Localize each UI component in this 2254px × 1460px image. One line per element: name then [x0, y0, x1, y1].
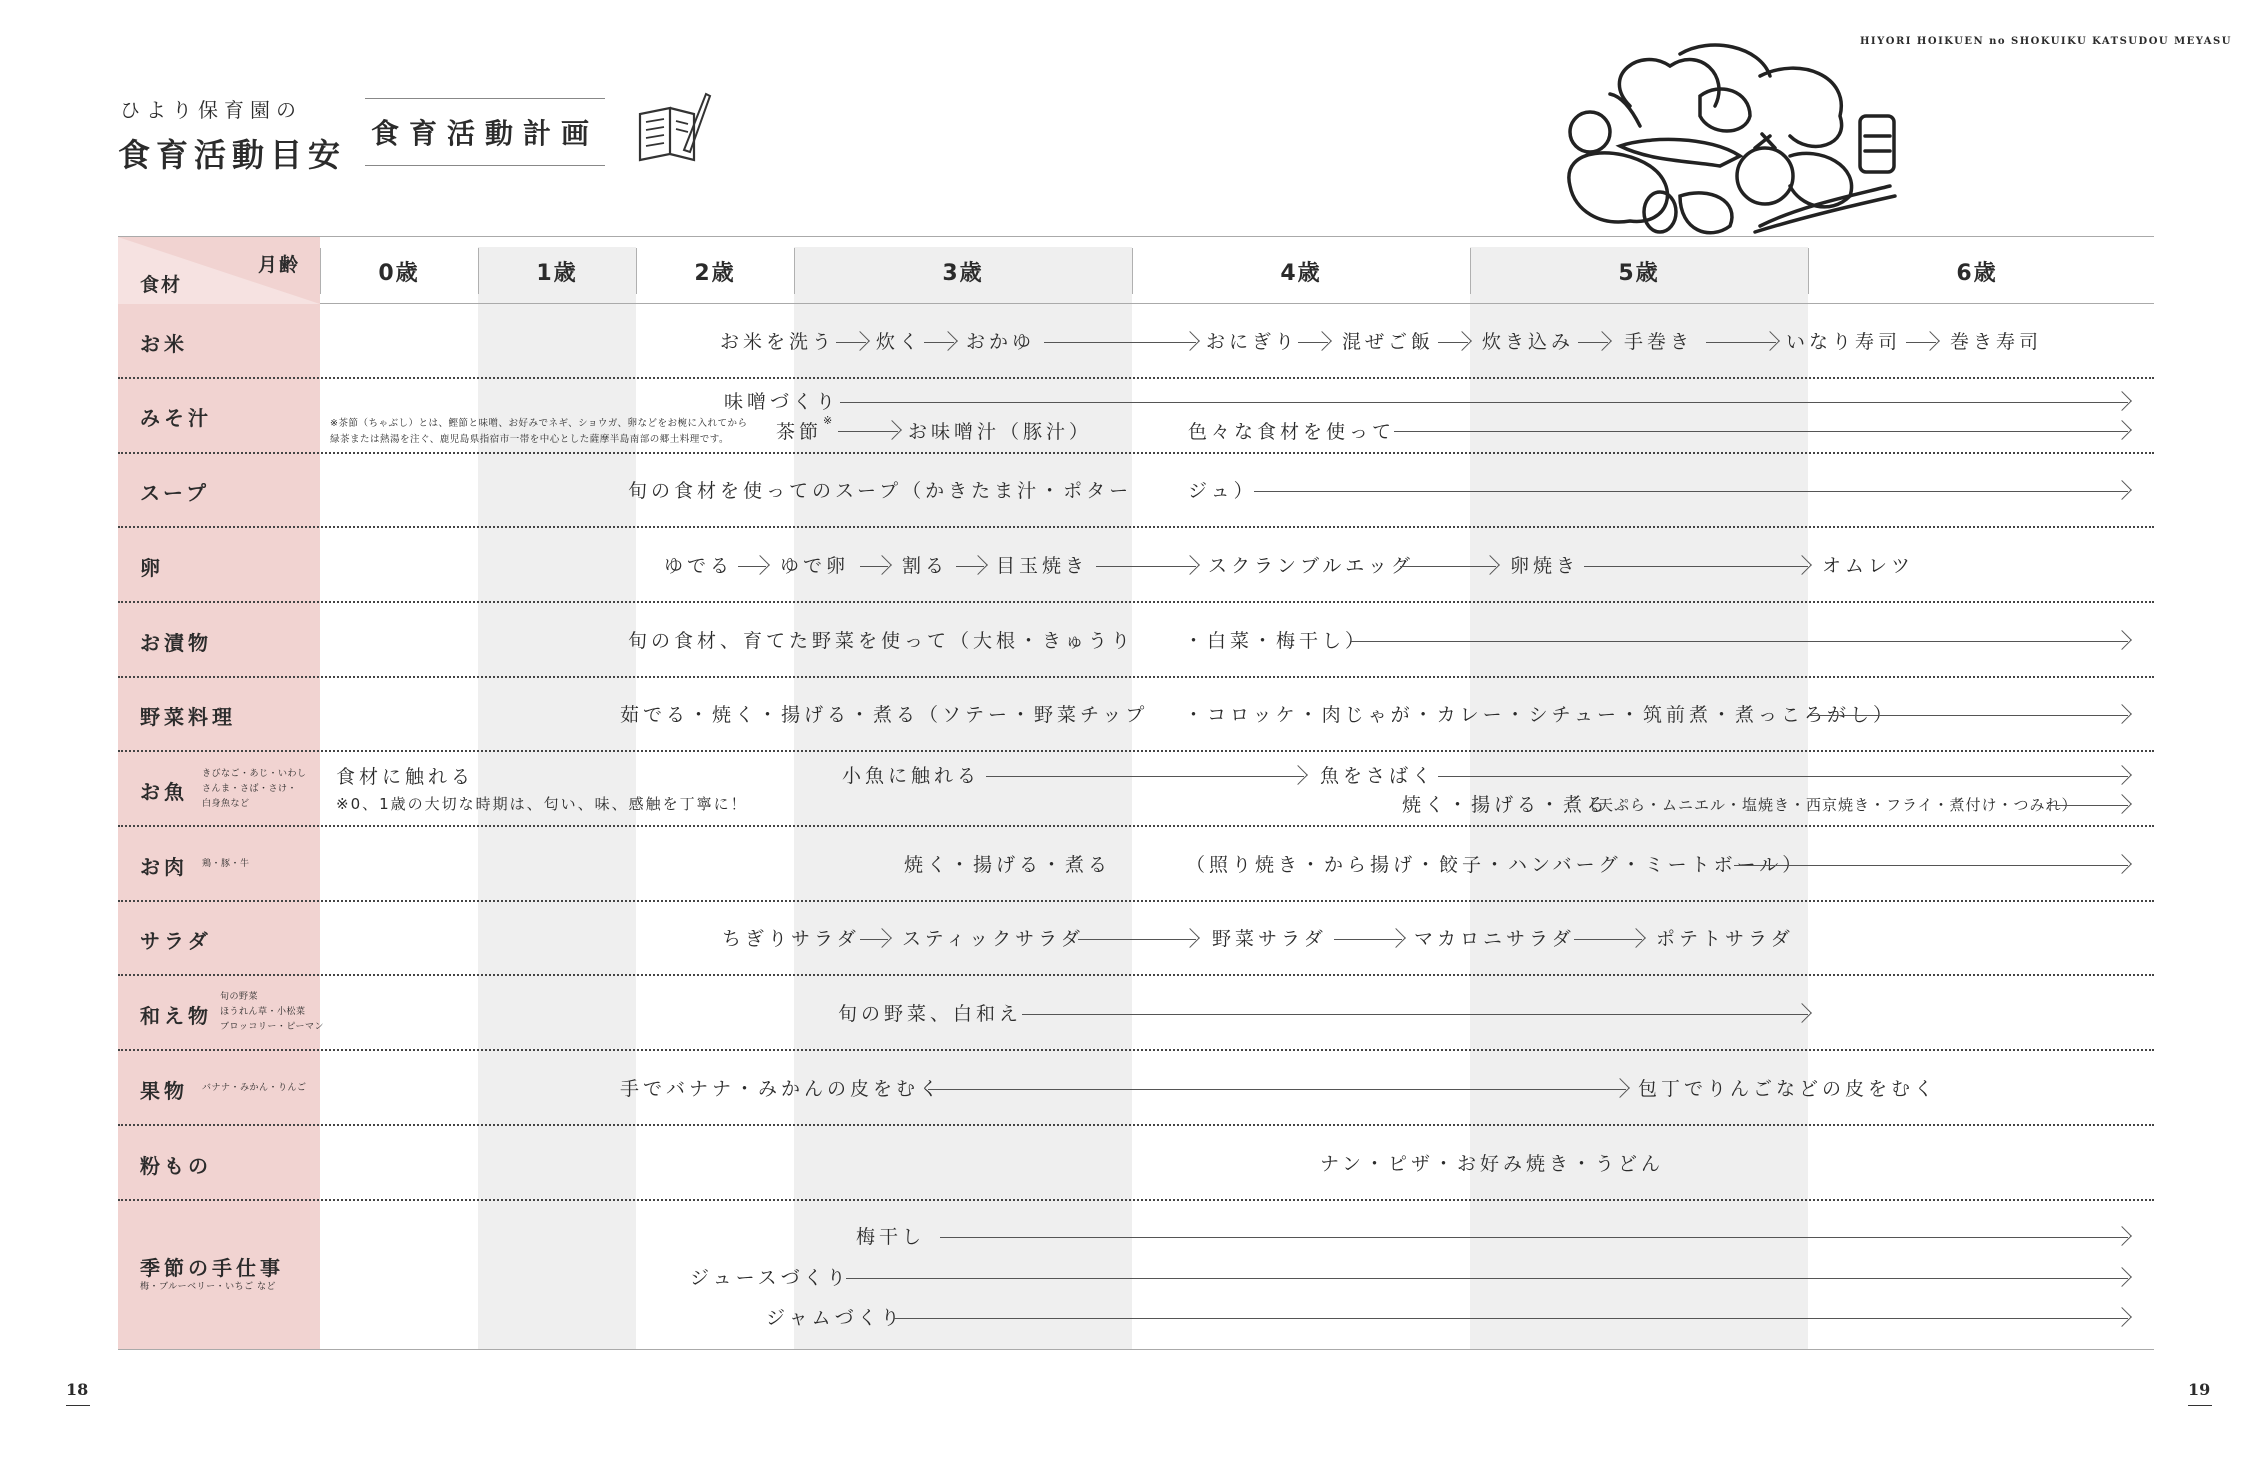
- arrow: [1438, 342, 1468, 343]
- header-divider: [320, 303, 2154, 304]
- row-sub-fruit: バナナ・みかん・りんご: [202, 1083, 307, 1093]
- row-label-flour: 粉もの: [140, 1154, 212, 1178]
- arrow: [1578, 342, 1608, 343]
- row-label-aemono: 和え物: [140, 1004, 212, 1028]
- arrow: [838, 431, 898, 432]
- salad-step-4: マカロニサラダ: [1414, 928, 1575, 950]
- row-label-soup: スープ: [140, 481, 210, 505]
- arrow: [1254, 491, 2128, 492]
- seasonal-jam: ジャムづくり: [766, 1307, 904, 1329]
- row-label-vegetable-dishes: 野菜料理: [140, 705, 236, 729]
- row-divider: [118, 676, 2154, 678]
- rice-step-1: お米を洗う: [720, 331, 836, 353]
- miso-soup-tonjiru: お味噌汁（豚汁）: [908, 421, 1093, 443]
- fish-infant-note: ※0、1歳の大切な時期は、匂い、味、感触を丁寧に！: [336, 795, 748, 813]
- row-divider: [118, 1199, 2154, 1201]
- plan-label: 食育活動計画: [365, 98, 605, 166]
- rice-step-6: 炊き込み: [1482, 331, 1575, 353]
- age-header-6: 6歳: [1956, 260, 1998, 286]
- row-sub-meat: 鶏・豚・牛: [202, 859, 250, 869]
- meat-cook-examples: （照り焼き・から揚げ・餃子・ハンバーグ・ミートボール）: [1186, 854, 1806, 876]
- rice-step-8: いなり寿司: [1786, 331, 1902, 353]
- meat-cook: 焼く・揚げる・煮る: [904, 854, 1112, 876]
- age-header-0: 0歳: [378, 260, 420, 286]
- miso-various-ingredients: 色々な食材を使って: [1188, 421, 1396, 443]
- pre-title: ひより保育園の: [120, 98, 302, 122]
- fish-fillet: 魚をさばく: [1320, 765, 1436, 787]
- row-sub-fish-text: きびなご・あじ・いわし さんま・さば・さけ・ 白身魚など: [202, 769, 307, 809]
- fish-cook-examples: （天ぷら・ムニエル・塩焼き・西京焼き・フライ・煮付け・つみれ）: [1582, 796, 2078, 814]
- arrow: [1298, 342, 1328, 343]
- arrow: [1078, 939, 1196, 940]
- row-divider: [118, 452, 2154, 454]
- vegetables-illustration: [1530, 36, 1930, 248]
- fish-touch-ingredients: 食材に触れる: [336, 766, 475, 788]
- rice-step-3: おかゆ: [966, 331, 1036, 353]
- pickles-text: 旬の食材、育てた野菜を使って（大根・きゅうり: [628, 630, 1135, 652]
- age-band-3: [794, 247, 1132, 1349]
- row-divider: [118, 750, 2154, 752]
- arrow: [986, 776, 1304, 777]
- arrow: [1438, 776, 2128, 777]
- chabushi: 茶節: [776, 421, 823, 443]
- egg-step-1: ゆでる: [664, 555, 734, 577]
- chabushi-note-mark: ※: [823, 414, 833, 427]
- fruit-peel-knife: 包丁でりんごなどの皮をむく: [1638, 1078, 1938, 1100]
- arrow: [940, 1237, 2128, 1238]
- arrow: [840, 402, 2128, 403]
- age-axis-label: 月齢: [258, 254, 301, 276]
- egg-step-7: オムレツ: [1822, 555, 1915, 577]
- page-number-right: 19: [2188, 1380, 2212, 1406]
- row-label-fish: お魚: [140, 780, 188, 804]
- aemono-text: 旬の野菜、白和え: [838, 1003, 1023, 1025]
- fish-touch-small: 小魚に触れる: [842, 765, 981, 787]
- arrow: [1022, 1014, 1808, 1015]
- seasonal-juice: ジュースづくり: [690, 1267, 850, 1289]
- row-label-pickles: お漬物: [140, 631, 212, 655]
- row-divider: [118, 900, 2154, 902]
- arrow: [1350, 641, 2128, 642]
- arrow: [846, 1278, 2128, 1279]
- fruit-peel-hand: 手でバナナ・みかんの皮をむく: [620, 1078, 943, 1100]
- arrow: [2048, 805, 2128, 806]
- arrow: [928, 1089, 1626, 1090]
- table-bottom-border: [118, 1349, 2154, 1350]
- arrow: [956, 566, 984, 567]
- arrow: [1096, 566, 1196, 567]
- arrow: [860, 566, 888, 567]
- arrow: [1400, 566, 1496, 567]
- row-divider: [118, 1049, 2154, 1051]
- arrow: [894, 1318, 2128, 1319]
- salad-step-1: ちぎりサラダ: [722, 928, 860, 950]
- row-label-seasonal-work: 季節の手仕事: [140, 1256, 284, 1280]
- egg-step-4: 目玉焼き: [996, 555, 1089, 577]
- row-label-salad: サラダ: [140, 929, 212, 953]
- egg-step-5: スクランブルエッグ: [1208, 555, 1414, 577]
- rice-step-4: おにぎり: [1206, 331, 1299, 353]
- egg-step-3: 割る: [902, 555, 949, 577]
- age-header-3: 3歳: [942, 260, 984, 286]
- flour-text: ナン・ピザ・お好み焼き・うどん: [1320, 1153, 1665, 1175]
- vegetable-dishes-text-cont: ・コロッケ・肉じゃが・カレー・シチュー・筑前煮・煮っころがし）: [1184, 704, 1897, 726]
- rice-step-2: 炊く: [876, 331, 923, 353]
- arrow: [1334, 939, 1402, 940]
- age-header-1: 1歳: [536, 260, 578, 286]
- rice-step-5: 混ぜご飯: [1342, 331, 1435, 353]
- vegetable-dishes-text: 茹でる・焼く・揚げる・煮る（ソテー・野菜チップ: [620, 704, 1149, 726]
- miso-making: 味噌づくり: [724, 391, 840, 413]
- pickles-text-cont: ・白菜・梅干し）: [1184, 630, 1369, 652]
- arrow: [1574, 939, 1642, 940]
- row-divider: [118, 974, 2154, 976]
- egg-step-6: 卵焼き: [1510, 555, 1580, 577]
- row-label-fruit: 果物: [140, 1079, 188, 1103]
- page-number-left: 18: [66, 1380, 90, 1406]
- table-top-border: [118, 236, 2154, 237]
- row-sub-aemono: 旬の野菜 ほうれん草・小松菜 ブロッコリー・ピーマン: [220, 992, 324, 1032]
- age-header-4: 4歳: [1280, 260, 1322, 286]
- age-header-2: 2歳: [694, 260, 736, 286]
- row-divider: [118, 377, 2154, 379]
- arrow: [1394, 431, 2128, 432]
- book-pen-icon: [634, 88, 714, 166]
- row-divider: [118, 526, 2154, 528]
- row-sub-seasonal-work: 梅・ブルーベリー・いちご など: [140, 1282, 277, 1292]
- row-sub-fish: [202, 767, 307, 812]
- arrow: [1734, 865, 2128, 866]
- fish-cook: 焼く・揚げる・煮る: [1402, 794, 1610, 816]
- row-label-miso-soup: みそ汁: [140, 406, 212, 430]
- row-label-egg: 卵: [140, 556, 164, 580]
- arrow: [1706, 342, 1776, 343]
- row-label-rice: お米: [140, 332, 188, 356]
- seasonal-umeboshi: 梅干し: [856, 1226, 926, 1248]
- salad-step-3: 野菜サラダ: [1212, 928, 1327, 950]
- food-axis-label: 食材: [140, 274, 183, 296]
- rice-step-7: 手巻き: [1624, 331, 1694, 353]
- age-header-5: 5歳: [1618, 260, 1660, 286]
- arrow: [1044, 342, 1196, 343]
- row-divider: [118, 825, 2154, 827]
- arrow: [924, 342, 954, 343]
- salad-step-5: ポテトサラダ: [1656, 928, 1794, 950]
- row-divider: [118, 1124, 2154, 1126]
- salad-step-2: スティックサラダ: [902, 928, 1084, 950]
- row-label-meat: お肉: [140, 855, 188, 879]
- soup-seasonal: 旬の食材を使ってのスープ（かきたま汁・ポター: [628, 480, 1133, 502]
- arrow: [1906, 342, 1936, 343]
- arrow: [860, 939, 888, 940]
- egg-step-2: ゆで卵: [780, 555, 850, 577]
- rice-step-9: 巻き寿司: [1950, 331, 2043, 353]
- row-divider: [118, 601, 2154, 603]
- arrow: [1584, 566, 1808, 567]
- page-title: 食育活動目安: [118, 136, 347, 174]
- arrow: [836, 342, 866, 343]
- arrow: [738, 566, 766, 567]
- header-caption: HIYORI HOIKUEN no SHOKUIKU KATSUDOU MEYASU: [1859, 36, 2232, 47]
- soup-seasonal-cont: ジュ）: [1188, 480, 1257, 502]
- chabushi-footnote: ※茶節（ちゃぶし）とは、鰹節と味噌、お好みでネギ、ショウガ、卵などをお椀に入れてから 緑茶または熱湯を注ぐ、鹿児島県指宿市一帯を中心とした薩摩半島南部の郷土料理です。: [330, 418, 748, 445]
- arrow: [1808, 715, 2128, 716]
